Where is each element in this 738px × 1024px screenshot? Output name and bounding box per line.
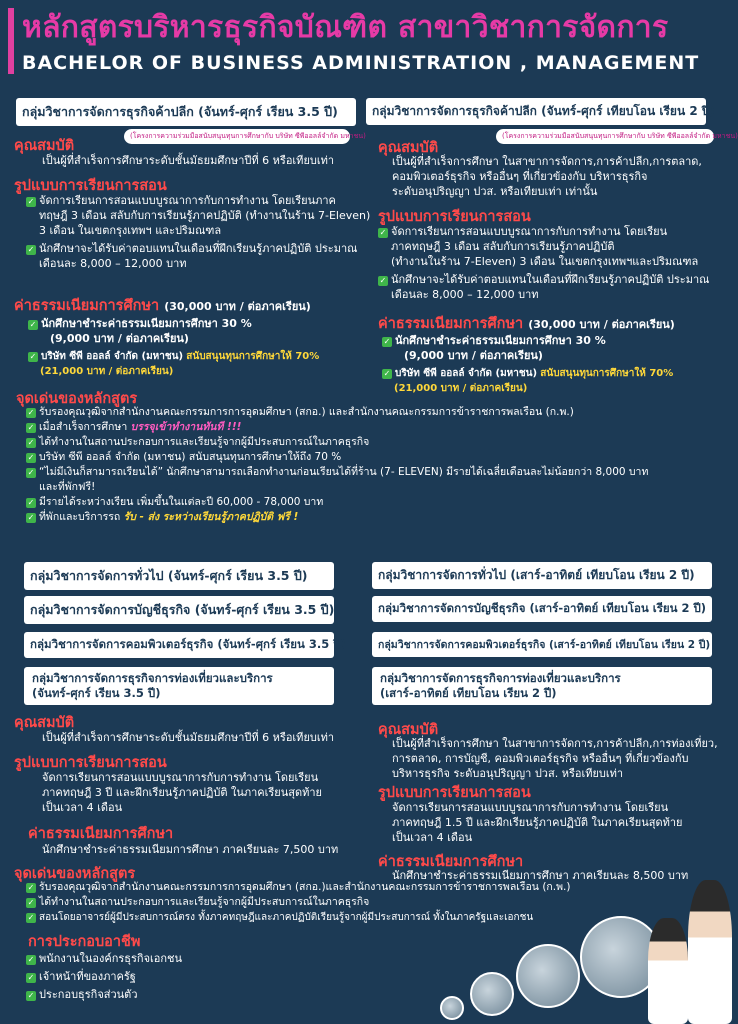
retail-right-qualification-heading: คุณสมบัติ xyxy=(378,140,439,156)
check-icon: ✓ xyxy=(27,991,35,1000)
general-left-group-1: กลุ่มวิชาการจัดการทั่วไป (จันทร์-ศุกร์ เรียน 3.5 ปี) xyxy=(24,562,334,590)
general-right-group-4: กลุ่มวิชาการจัดการธุรกิจการท่องเที่ยวและบริการ (เสาร์-อาทิตย์ เทียบโอน เรียน 2 ปี) xyxy=(372,667,712,705)
retail-left-format-2: ✓ นักศึกษาจะได้รับค่าตอบแทนในเดือนที่ฝึกเรียนรู้ภาคปฏิบัติ ประมาณ เดือนละ 8,000 – 12,000 บาท xyxy=(27,242,358,270)
check-icon: ✓ xyxy=(29,320,37,329)
check-icon: ✓ xyxy=(27,955,35,964)
retail-left-qualification-text: เป็นผู้ที่สำเร็จการศึกษาระดับชั้นมัธยมศึกษาปีที่ 6 หรือเทียบเท่า xyxy=(42,154,335,167)
general-right-format-heading: รูปแบบการเรียนการสอน xyxy=(378,785,531,801)
general-right-group-1: กลุ่มวิชาการจัดการทั่วไป (เสาร์-อาทิตย์ เทียบโอน เรียน 2 ปี) xyxy=(372,562,712,589)
retail-right-student-pays: ✓ นักศึกษาชำระค่าธรรมเนียมการศึกษา 30 % (9,000 บาท / ต่อภาคเรียน) xyxy=(383,334,606,362)
retail-right-mou-badge: (โครงการความร่วมมือสนับสนุนทุนการศึกษากับ บริษัท ซีพีออลล์จำกัด มหาชน) xyxy=(496,129,714,144)
general-right-format-text: จัดการเรียนการสอนแบบบูรณาการกับการทำงาน โดยเรียน ภาคทฤษฎี 1.5 ปี และฝึกเรียนรู้ภาคปฏิบัติ ในภาคเรียนสุดท้าย เป็นเวลา 4 เดือน xyxy=(392,801,683,844)
check-icon: ✓ xyxy=(27,423,35,432)
photo-circle-2 xyxy=(470,972,514,1016)
photo-circle-3 xyxy=(516,944,580,1008)
general-left-group-3: กลุ่มวิชาการจัดการคอมพิวเตอร์ธุรกิจ (จันทร์-ศุกร์ เรียน 3.5 ปี) xyxy=(24,632,334,658)
retail-left-company-support: ✓ บริษัท ซีพี ออลล์ จำกัด (มหาชน) สนับสนุนทุนการศึกษาให้ 70% (21,000 บาท / ต่อภาคเรียน) xyxy=(29,351,320,377)
check-icon: ✓ xyxy=(27,438,35,447)
retail-right-format-1: ✓ จัดการเรียนการสอนแบบบูรณาการกับการทำงาน โดยเรียน ภาคทฤษฎี 3 เดือน สลับกับการเรียนรู้ภาคปฏิบัติ (ทำงานในร้าน 7-Eleven) 3 เดือน ในเขตกรุงเทพฯและปริมณฑล xyxy=(379,225,699,268)
check-icon: ✓ xyxy=(27,197,35,206)
page-title-th: หลักสูตรบริหารธุรกิจบัณฑิต สาขาวิชาการจัดการ xyxy=(22,10,669,45)
general-right-qualification-heading: คุณสมบัติ xyxy=(378,722,439,738)
student-female-image xyxy=(648,918,688,1024)
retail-left-format-1: ✓ จัดการเรียนการสอนแบบบูรณาการกับการทำงาน โดยเรียนภาค ทฤษฎี 3 เดือน สลับกับการเรียนรู้ภาคปฏิบัติ (ทำงานในร้าน 7-Eleven) 3 เดือน ในเขตกรุงเทพฯ และปริมณฑล xyxy=(27,194,371,237)
retail-highlights-list: ✓ รับรองคุณวุฒิจากสำนักงานคณะกรรมการการอุดมศึกษา (สกอ.) และสำนักงานคณะกรรมการข้าราชการพลเรือน (ก.พ.) ✓ เมื่อสำเร็จการศึกษา บรรจุเข้าทำงานทันที !!! ✓ ได้ทำงานในสถานประกอบการและเรียนรู้จากผู้มีประสบการณ์ในภาคธุรกิจ ✓ บริษัท ซีพี ออลล์ จำกัด (มหาชน) สนับสนุนทุนการศึกษาให้ถึง 70 % ✓ “ไม่มีเงินก็สามารถเรียนได้” นักศึกษาสามารถเลือกทำงานก่อนเรียนได้ที่ร้าน (7- ELEVEN) มีรายได้เฉลี่ยเดือนละไม่น้อยกว่า 8,000 บาท และที่พักฟรี! ✓ มีรายได้ระหว่างเรียน เพิ่มขึ้นในแต่ละปี 60,000 - 78,000 บาท ✓ ที่พักและบริการรถ รับ - ส่ง ระหว่างเรียนรู้ภาคปฏิบัติ ฟรี ! xyxy=(27,406,649,523)
general-right-group-3: กลุ่มวิชาการจัดการคอมพิวเตอร์ธุรกิจ (เสาร์-อาทิตย์ เทียบโอน เรียน 2 ปี) xyxy=(372,632,712,657)
retail-left-group-title: กลุ่มวิชาการจัดการธุรกิจค้าปลีก (จันทร์-ศุกร์ เรียน 3.5 ปี) xyxy=(16,98,356,126)
careers-heading: การประกอบอาชีพ xyxy=(28,934,141,950)
check-icon: ✓ xyxy=(383,337,391,346)
general-right-qualification-text: เป็นผู้ที่สำเร็จการศึกษา ในสาขาการจัดการ,การค้าปลีก,การท่องเที่ยว, การตลาด, การบัญชี, คอมพิวเตอร์ธุรกิจ หรืออื่นๆ ที่เกี่ยวข้องกับ บริหารธุรกิจ ระดับอนุปริญญา ปวส. หรือเทียบเท่า xyxy=(392,737,718,780)
check-icon: ✓ xyxy=(29,352,37,361)
general-highlights-list: ✓ รับรองคุณวุฒิจากสำนักงานคณะกรรมการการอุดมศึกษา (สกอ.)และสำนักงานคณะกรรมการข้าราชการพลเรือน (ก.พ.) ✓ ได้ทำงานในสถานประกอบการและเรียนรู้จากผู้มีประสบการณ์ในภาคธุรกิจ ✓ สอนโดยอาจารย์ผู้มีประสบการณ์ตรง ทั้งภาคทฤษฎีและภาคปฏิบัติเรียนรู้จากผู้มีประสบการณ์ ทั้งในภาครัฐและเอกชน xyxy=(27,881,571,923)
retail-left-qualification-heading: คุณสมบัติ xyxy=(14,138,75,154)
check-icon: ✓ xyxy=(27,408,35,417)
retail-right-group-title: กลุ่มวิชาการจัดการธุรกิจค้าปลีก (จันทร์-ศุกร์ เทียบโอน เรียน 2 ปี) xyxy=(366,98,706,125)
retail-right-tuition-heading: ค่าธรรมเนียมการศึกษา (30,000 บาท / ต่อภาคเรียน) xyxy=(378,316,675,332)
retail-right-format-2: ✓ นักศึกษาจะได้รับค่าตอบแทนในเดือนที่ฝึกเรียนรู้ภาคปฏิบัติ ประมาณ เดือนละ 8,000 – 12,000 บาท xyxy=(379,273,710,301)
check-icon: ✓ xyxy=(379,276,387,285)
general-highlights-heading: จุดเด่นของหลักสูตร xyxy=(14,866,136,882)
retail-right-company-support: ✓ บริษัท ซีพี ออลล์ จำกัด (มหาชน) สนับสนุนทุนการศึกษาให้ 70% (21,000 บาท / ต่อภาคเรียน) xyxy=(383,368,674,394)
check-icon: ✓ xyxy=(27,898,35,907)
retail-left-format-heading: รูปแบบการเรียนการสอน xyxy=(14,178,167,194)
general-left-tuition-text: นักศึกษาชำระค่าธรรมเนียมการศึกษา ภาคเรียนละ 7,500 บาท xyxy=(42,843,339,856)
retail-left-student-pays: ✓ นักศึกษาชำระค่าธรรมเนียมการศึกษา 30 % (9,000 บาท / ต่อภาคเรียน) xyxy=(29,317,252,345)
photo-circle-1 xyxy=(440,996,464,1020)
check-icon: ✓ xyxy=(27,513,35,522)
check-icon: ✓ xyxy=(27,245,35,254)
general-left-format-text: จัดการเรียนการสอนแบบบูรณาการกับการทำงาน โดยเรียน ภาคทฤษฎี 3 ปี และฝึกเรียนรู้ภาคปฏิบัติ ในภาคเรียนสุดท้าย เป็นเวลา 4 เดือน xyxy=(42,771,323,814)
student-male-image xyxy=(688,880,732,1024)
general-right-tuition-heading: ค่าธรรมเนียมการศึกษา xyxy=(378,854,524,870)
general-left-tuition-heading: ค่าธรรมเนียมการศึกษา xyxy=(28,826,174,842)
general-left-group-4: กลุ่มวิชาการจัดการธุรกิจการท่องเที่ยวและบริการ (จันทร์-ศุกร์ เรียน 3.5 ปี) xyxy=(24,667,334,705)
general-right-tuition-text: นักศึกษาชำระค่าธรรมเนียมการศึกษา ภาคเรียนละ 8,500 บาท xyxy=(392,869,689,882)
general-left-group-2: กลุ่มวิชาการจัดการบัญชีธุรกิจ (จันทร์-ศุกร์ เรียน 3.5 ปี) xyxy=(24,596,334,624)
retail-right-format-heading: รูปแบบการเรียนการสอน xyxy=(378,209,531,225)
retail-left-tuition-heading: ค่าธรรมเนียมการศึกษา (30,000 บาท / ต่อภาคเรียน) xyxy=(14,298,311,314)
retail-right-qualification-text: เป็นผู้ที่สำเร็จการศึกษา ในสาขาการจัดการ,การค้าปลีก,การตลาด, คอมพิวเตอร์ธุรกิจ หรืออื่นๆ ที่เกี่ยวข้องกับ บริหารธุรกิจ ระดับอนุปริญญา ปวส. หรือเทียบเท่า เท่านั้น xyxy=(392,155,702,198)
check-icon: ✓ xyxy=(27,913,35,922)
check-icon: ✓ xyxy=(379,228,387,237)
check-icon: ✓ xyxy=(27,498,35,507)
check-icon: ✓ xyxy=(27,883,35,892)
general-right-group-2: กลุ่มวิชาการจัดการบัญชีธุรกิจ (เสาร์-อาทิตย์ เทียบโอน เรียน 2 ปี) xyxy=(372,596,712,622)
retail-left-mou-badge: (โครงการความร่วมมือสนับสนุนทุนการศึกษากับ บริษัท ซีพีออลล์จำกัด มหาชน) xyxy=(124,129,350,144)
page-title-en: BACHELOR OF BUSINESS ADMINISTRATION , MANAGEMENT xyxy=(22,52,700,74)
careers-list: ✓ พนักงานในองค์กรธุรกิจเอกชน ✓ เจ้าหน้าที่ของภาครัฐ ✓ ประกอบธุรกิจส่วนตัว xyxy=(27,952,183,1001)
check-icon: ✓ xyxy=(27,468,35,477)
general-left-qualification-text: เป็นผู้ที่สำเร็จการศึกษาระดับชั้นมัธยมศึกษาปีที่ 6 หรือเทียบเท่า xyxy=(42,731,335,744)
retail-highlights-heading: จุดเด่นของหลักสูตร xyxy=(16,391,138,407)
check-icon: ✓ xyxy=(27,453,35,462)
general-left-format-heading: รูปแบบการเรียนการสอน xyxy=(14,755,167,771)
check-icon: ✓ xyxy=(27,973,35,982)
title-accent-bar xyxy=(8,8,14,74)
check-icon: ✓ xyxy=(383,369,391,378)
general-left-qualification-heading: คุณสมบัติ xyxy=(14,715,75,731)
